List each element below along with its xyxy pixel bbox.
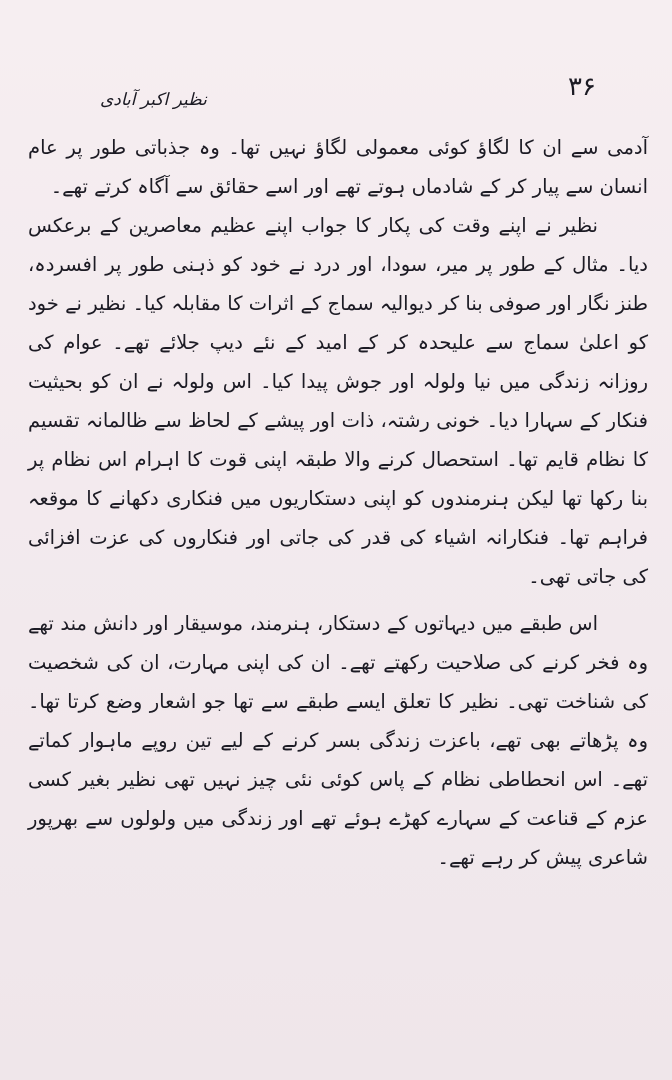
page-header: [100, 72, 632, 112]
body-text: [28, 128, 648, 877]
running-head: نظیر اکبر آبادی: [100, 90, 207, 110]
paragraph-3: اس طبقے میں دیہاتوں کے دستکار، ہنرمند، موسیقار اور دانش مند تھے وہ فخر کرنے کی صلاحیت رکھتے تھے۔ ان کی اپنی مہارت، ان کی شخصیت کی شناخت تھی۔ نظیر کا تعلق ایسے طبقے سے تھا جو اشعار وضع کرتا تھا۔ وہ پڑھاتے بھی تھے، باعزت زندگی بسر کرنے کے لیے تین روپے ماہوار کماتے تھے۔ اس انحطاطی نظام کے پاس کوئی نئی چیز نہیں تھی نظیر بغیر کسی عزم کے قناعت کے سہارے کھڑے ہوئے تھے اور زندگی میں ولولوں سے بھرپور شاعری پیش کر رہے تھے۔: [28, 612, 648, 869]
paragraph-2: نظیر نے اپنے وقت کی پکار کا جواب اپنے عظیم معاصرین کے برعکس دیا۔ مثال کے طور پر میر، سودا، اور درد نے خود کو ذہنی طور پر افسردہ، طنز نگار اور صوفی بنا کر دیوالیہ سماج کے اثرات کا مقابلہ کیا۔ نظیر نے خود کو اعلیٰ سماج سے علیحدہ کر کے امید کے نئے دیپ جلائے تھے۔ عوام کی روزانہ زندگی میں نیا ولولہ اور جوش پیدا کیا۔ اس ولولہ نے ان کو بحیثیت فنکار کے سہارا دیا۔ خونی رشتہ، ذات اور پیشے کے لحاظ سے ظالمانہ تقسیم کا نظام قایم تھا۔ استحصال کرنے والا طبقہ اپنی قوت کا اہرام اس نظام پر بنا رکھا تھا لیکن ہنرمندوں کو اپنی دستکاریوں میں فنکاری دکھانے کا موقعہ فراہم تھا۔ فنکارانہ اشیاء کی قدر کی جاتی اور فنکاروں کی عزت افزائی کی جاتی تھی۔: [28, 214, 648, 588]
page-number: ۳۶: [568, 72, 596, 102]
paragraph-1: آدمی سے ان کا لگاؤ کوئی معمولی لگاؤ نہیں تھا۔ وہ جذباتی طور پر عام انسان سے پیار کر کے شادماں ہوتے تھے اور اسے حقائق سے آگاہ کرتے تھے۔: [28, 136, 648, 198]
